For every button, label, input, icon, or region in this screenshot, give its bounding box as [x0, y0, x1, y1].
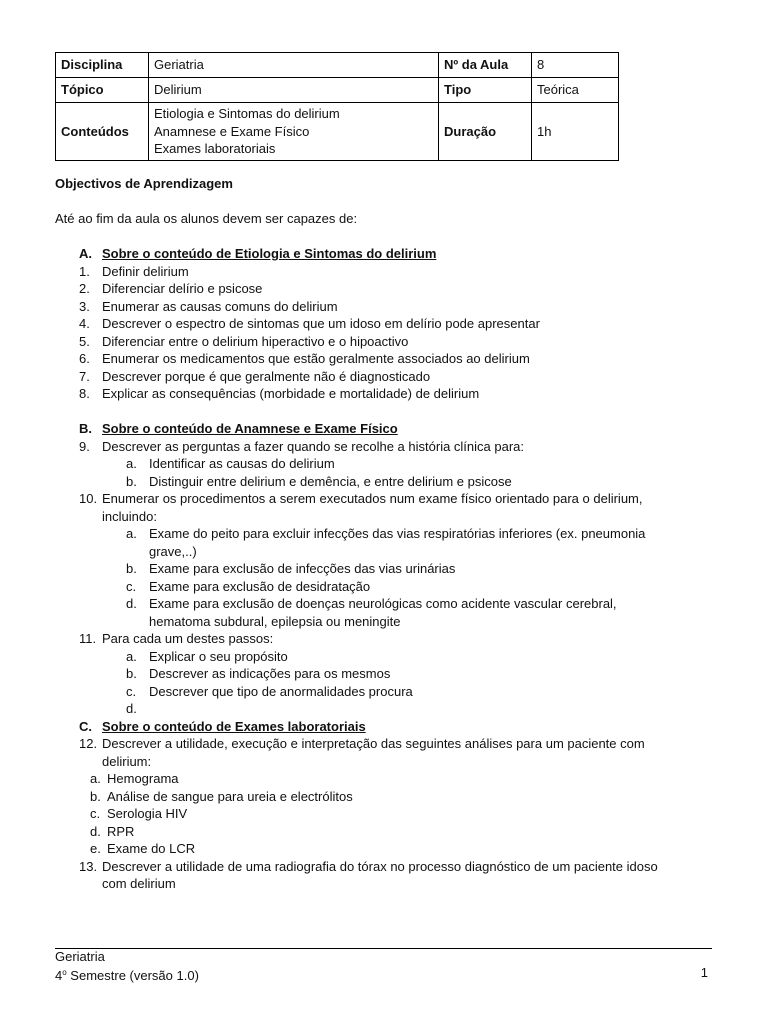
duracao-label: Duração — [439, 103, 532, 161]
item-number: 4. — [79, 316, 90, 331]
sub-list-item — [55, 455, 715, 473]
aula-value: 8 — [532, 53, 619, 78]
sub-item-letter: b. — [126, 561, 137, 576]
tipo-value: Teórica — [532, 78, 619, 103]
sub-item-letter: c. — [126, 578, 137, 594]
section-b-label: B. — [79, 421, 92, 436]
sub-item-text: Hemograma — [107, 771, 179, 786]
item-text: Enumerar os procedimentos a serem executados num exame físico orientado para o delirium, — [102, 491, 643, 506]
topico-label: Tópico — [56, 78, 149, 103]
sub-item-letter: d. — [126, 596, 137, 611]
item-text: incluindo: — [102, 508, 157, 524]
conteudos-values — [149, 103, 439, 161]
list-item — [55, 315, 715, 333]
section-b-heading — [55, 420, 715, 438]
section-c-title: Sobre o conteúdo de Exames laboratoriais — [102, 718, 366, 734]
item-number: 7. — [79, 368, 90, 384]
topico-value: Delirium — [149, 78, 439, 103]
document-body — [55, 175, 715, 893]
sub-list-item — [55, 648, 715, 666]
sub-item-text: Explicar o seu propósito — [149, 648, 288, 664]
sub-item-text: Exame para exclusão de infecções das vias urinárias — [149, 561, 456, 576]
sub-item-letter: b. — [126, 473, 137, 489]
item-text: Definir delirium — [102, 263, 189, 279]
section-c-heading — [55, 718, 715, 736]
item-number: 10. — [79, 491, 98, 506]
sub-list-item — [55, 770, 715, 788]
sub-item-letter: b. — [126, 666, 137, 681]
item-text: Enumerar as causas comuns do delirium — [102, 298, 338, 314]
list-item — [55, 350, 715, 368]
table-row — [56, 53, 619, 78]
footer-semester — [55, 965, 712, 984]
sub-item-text: Distinguir entre delirium e demência, e entre delirium e psicose — [149, 473, 512, 489]
list-item — [55, 280, 715, 298]
item-number: 1. — [79, 263, 90, 279]
item-text: Descrever a utilidade, execução e interpretação das seguintes análises para um paciente com — [102, 736, 645, 751]
list-item — [55, 735, 715, 753]
conteudo-item: Etiologia e Sintomas do delirium — [154, 106, 340, 121]
section-a-heading — [55, 245, 715, 263]
section-a-label: A. — [79, 246, 92, 261]
sub-item-text: Identificar as causas do delirium — [149, 456, 335, 471]
lesson-info-table — [55, 52, 619, 161]
sub-item-text: Exame do peito para excluir infecções das vias respiratórias inferiores (ex. pneumonia — [149, 526, 646, 541]
sub-list-item-continuation — [55, 613, 715, 631]
item-text: Para cada um destes passos: — [102, 631, 274, 646]
sub-item-letter: d. — [90, 823, 101, 839]
sub-item-text: Exame para exclusão de doenças neurológicas como acidente vascular cerebral, — [149, 596, 617, 611]
page-number: 1 — [700, 965, 708, 980]
conteudo-item: Anamnese e Exame Físico — [154, 123, 310, 139]
sub-list-item — [55, 788, 715, 806]
section-c-label: C. — [79, 718, 92, 734]
item-text: Descrever as perguntas a fazer quando se recolhe a história clínica para: — [102, 438, 525, 454]
section-a-title: Sobre o conteúdo de Etiologia e Sintomas do delirium — [102, 246, 437, 261]
sub-item-letter: c. — [126, 683, 137, 699]
sub-item-letter: a. — [126, 526, 137, 541]
item-text: delirium: — [102, 753, 152, 769]
list-item — [55, 630, 715, 648]
item-text: Enumerar os medicamentos que estão geralmente associados ao delirium — [102, 351, 530, 366]
list-item — [55, 438, 715, 456]
semester-version: Semestre (versão 1.0) — [66, 968, 199, 983]
sub-list-item — [55, 840, 715, 858]
sub-list-item — [55, 560, 715, 578]
footer-course: Geriatria — [55, 949, 105, 964]
item-number: 11. — [79, 631, 97, 646]
sub-item-letter: a. — [90, 771, 101, 786]
page-footer — [55, 949, 712, 984]
item-number: 9. — [79, 438, 90, 454]
list-item — [55, 368, 715, 386]
sub-list-item — [55, 595, 715, 613]
sub-item-text: Exame para exclusão de desidratação — [149, 578, 371, 594]
item-text: Descrever a utilidade de uma radiografia do tórax no processo diagnóstico de um paciente idoso — [102, 858, 658, 874]
list-item-continuation — [55, 508, 715, 526]
list-item — [55, 298, 715, 316]
sub-item-letter: b. — [90, 788, 101, 804]
sub-list-item — [55, 525, 715, 543]
section-b-title: Sobre o conteúdo de Anamnese e Exame Físico — [102, 421, 398, 436]
sub-list-item — [55, 823, 715, 841]
sub-list-item — [55, 700, 715, 718]
sub-item-text: Descrever que tipo de anormalidades procura — [149, 683, 413, 699]
sub-item-letter: d. — [126, 701, 137, 716]
item-number: 5. — [79, 333, 90, 349]
sub-list-item — [55, 473, 715, 491]
sub-list-item — [55, 665, 715, 683]
aula-label: Nº da Aula — [439, 53, 532, 78]
sub-item-text: hematoma subdural, epilepsia ou meningite — [149, 613, 401, 629]
semester-number: 4 — [55, 968, 63, 983]
duracao-value: 1h — [532, 103, 619, 161]
list-item — [55, 858, 715, 876]
disciplina-label: Disciplina — [56, 53, 149, 78]
item-text: Diferenciar delírio e psicose — [102, 281, 263, 296]
sub-list-item-continuation — [55, 543, 715, 561]
item-text: Diferenciar entre o delirium hiperactivo e o hipoactivo — [102, 333, 409, 349]
list-item — [55, 490, 715, 508]
sub-item-text: grave,..) — [149, 543, 197, 559]
objectives-heading: Objectivos de Aprendizagem — [55, 176, 233, 191]
conteudo-item: Exames laboratoriais — [154, 141, 276, 156]
disciplina-value: Geriatria — [149, 53, 439, 78]
item-text: Descrever porque é que geralmente não é diagnosticado — [102, 368, 431, 384]
item-number: 8. — [79, 386, 90, 401]
sub-list-item — [55, 578, 715, 596]
sub-item-letter: c. — [90, 806, 101, 821]
item-text: Explicar as consequências (morbidade e mortalidade) de delirium — [102, 386, 480, 401]
sub-item-text: Descrever as indicações para os mesmos — [149, 666, 391, 681]
sub-item-text: Análise de sangue para ureia e electrólitos — [107, 788, 353, 804]
item-text: com delirium — [102, 876, 176, 891]
sub-item-letter: e. — [90, 841, 101, 856]
tipo-label: Tipo — [439, 78, 532, 103]
sub-item-text: RPR — [107, 823, 135, 839]
item-number: 6. — [79, 351, 90, 366]
list-item — [55, 385, 715, 403]
item-number: 13. — [79, 858, 98, 874]
list-item — [55, 333, 715, 351]
list-item — [55, 263, 715, 281]
intro-text: Até ao fim da aula os alunos devem ser capazes de: — [55, 211, 358, 226]
item-number: 12. — [79, 736, 98, 751]
conteudos-label: Conteúdos — [56, 103, 149, 161]
sub-list-item — [55, 805, 715, 823]
item-text: Descrever o espectro de sintomas que um idoso em delírio pode apresentar — [102, 316, 540, 331]
list-item-continuation — [55, 753, 715, 771]
table-row — [56, 78, 619, 103]
sub-item-letter: a. — [126, 648, 137, 664]
item-number: 2. — [79, 281, 90, 296]
table-row — [56, 103, 619, 161]
list-item-continuation — [55, 875, 715, 893]
item-number: 3. — [79, 298, 90, 314]
sub-item-text: Serologia HIV — [107, 806, 188, 821]
sub-item-letter: a. — [126, 456, 137, 471]
semester-ordinal: o — [62, 968, 67, 977]
sub-list-item — [55, 683, 715, 701]
sub-item-text: Exame do LCR — [107, 841, 196, 856]
